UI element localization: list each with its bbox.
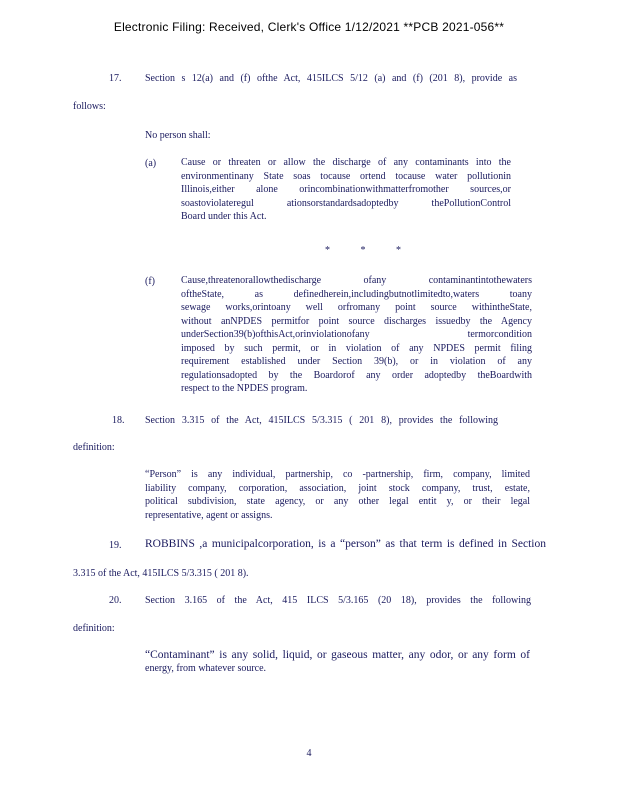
contaminant-definition-line: energy, from whatever source. — [145, 663, 267, 674]
subsection-f-line: sewage works,orintoany well orfromany point source withintheState, — [181, 302, 532, 313]
subsection-a-line: soastoviolateregul ationsorstandardsadoptedby thePollutionControl — [181, 197, 511, 209]
paragraph-20-line-2: definition: — [73, 623, 115, 634]
contaminant-definition — [145, 649, 530, 676]
paragraph-20-line-1: Section 3.165 of the Act, 415 ILCS 5/3.165 (20 18), provides the following — [145, 595, 531, 606]
person-definition-line: representative, agent or assigns. — [145, 509, 273, 521]
person-definition-line: “Person” is any individual, partnership, co -partnership, firm, company, limited — [145, 469, 530, 480]
subsection-f-line: oftheState, as definedherein,includingbutnotlimitedto,waters toany — [181, 288, 532, 300]
subsection-f-line: Cause,threatenorallowthedischarge ofany contaminantintothewaters — [181, 275, 532, 286]
efiling-header: Electronic Filing: Received, Clerk's Office 1/12/2021 **PCB 2021-056** — [113, 20, 505, 34]
omission-stars: * * * — [325, 245, 415, 256]
person-definition-line: liability company, corporation, association, joint stock company, trust, estate, — [145, 482, 530, 494]
subsection-f-line: requirement established under Section 39(b), or in violation of any — [181, 356, 532, 367]
paragraph-19-line-1: ROBBINS ,a municipalcorporation, is a “person” as that term is defined in Section — [145, 538, 546, 550]
subsection-a-label: (a) — [145, 158, 157, 169]
subsection-f-line: underSection39(b)ofthisAct,orinviolationofany termorcondition — [181, 329, 532, 340]
contaminant-definition-line: “Contaminant” is any solid, liquid, or gaseous matter, any odor, or any form of — [145, 649, 530, 661]
subsection-a-text — [181, 156, 511, 224]
subsection-f-label: (f) — [145, 276, 155, 287]
no-person-shall: No person shall: — [145, 130, 211, 141]
paragraph-19-number: 19. — [109, 540, 122, 551]
subsection-a-line: Cause or threaten or allow the discharge of any contaminants into the — [181, 157, 511, 168]
paragraph-19-line-2: 3.315 of the Act, 415ILCS 5/3.315 ( 201 8). — [73, 568, 249, 579]
page-number: 4 — [306, 748, 312, 759]
subsection-a-line: Illinois,either alone orincombinationwithmatterfromother sources,or — [181, 184, 511, 195]
subsection-f-text — [181, 274, 532, 396]
paragraph-17-line-2: follows: — [73, 101, 106, 112]
subsection-a-line: environmentinany State soas tocause ortend tocause water pollutionin — [181, 170, 511, 182]
paragraph-20-number: 20. — [109, 595, 122, 606]
subsection-f-line: imposed by such permit, or in violation of any NPDES permit filing — [181, 342, 532, 354]
person-definition — [145, 468, 530, 522]
paragraph-17-number: 17. — [109, 73, 122, 84]
paragraph-18-line-2: definition: — [73, 442, 115, 453]
person-definition-line: political subdivision, state agency, or any other legal entit y, or their legal — [145, 496, 530, 507]
subsection-a-line: Board under this Act. — [181, 211, 267, 222]
paragraph-18-line-1: Section 3.315 of the Act, 415ILCS 5/3.315 ( 201 8), provides the following — [145, 415, 498, 426]
paragraph-18-number: 18. — [112, 415, 125, 426]
subsection-f-line: regulationsadopted by the Boardorof any order adoptedby theBoardwith — [181, 369, 532, 381]
subsection-f-line: without anNPDES permitfor point source discharges issuedby the Agency — [181, 315, 532, 327]
subsection-f-line: respect to the NPDES program. — [181, 383, 308, 394]
paragraph-17-line-1: Section s 12(a) and (f) ofthe Act, 415ILCS 5/12 (a) and (f) (201 8), provide as — [145, 73, 517, 84]
